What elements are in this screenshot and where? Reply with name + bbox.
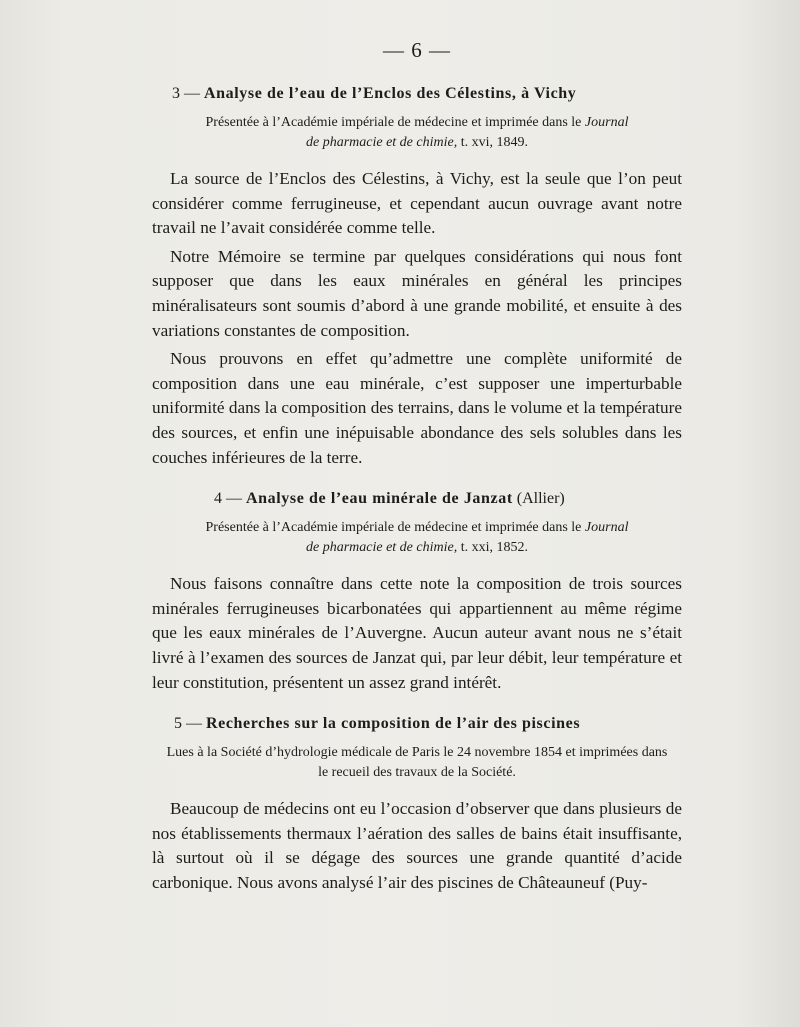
- section-presentation: [152, 113, 682, 153]
- presentation-reference: t. xvi, 1849.: [457, 135, 528, 150]
- page-content: [152, 38, 682, 915]
- paragraph: La source de l’Enclos des Célestins, à Vichy, est la seule que l’on peut considérer comme ferrugineuse, et cependant aucun ouvrage avant notre travail ne l’avait considérée comme telle.: [152, 169, 682, 238]
- section-title: Analyse de l’eau minérale de Janzat: [246, 490, 513, 508]
- presentation-text: Lues à la Société d’hydrologie médicale de Paris le 24 novembre 1854 et imprimées dans le recueil des travaux de la Société.: [166, 745, 668, 781]
- section-title: Recherches sur la composition de l’air des piscines: [206, 715, 581, 733]
- section-heading: [152, 715, 682, 733]
- section-number: 5 —: [174, 715, 202, 733]
- section-presentation: [152, 743, 682, 783]
- journal-title: Journal: [584, 115, 629, 130]
- section-number: 4 —: [214, 490, 242, 508]
- section-heading: [152, 85, 682, 103]
- paragraph: Nous prouvons en effet qu’admettre une complète uniformité de composition dans une eau minérale, c’est supposer une imperturbable uniformité dans la composition des terrains, dans le volume et la température des sources, et enfin une inépuisable abondance des sels solubles dans les couches inférieures de la terre.: [152, 349, 682, 467]
- section-4: [152, 490, 682, 695]
- presentation-text: Présentée à l’Académie impériale de médecine et imprimée dans le: [205, 520, 585, 536]
- section-title-region: (Allier): [516, 490, 565, 508]
- presentation-text: Présentée à l’Académie impériale de médecine et imprimée dans le: [205, 115, 585, 130]
- paragraph: Nous faisons connaître dans cette note la composition de trois sources minérales ferrugineuses bicarbonatées qui appartiennent au même régime que les eaux minérales de l’Auvergne. Aucun auteur avant nous ne s’était livré à l’examen des sources de Janzat qui, par leur débit, leur température et leur constitution, présentent un assez grand intérêt.: [152, 574, 682, 692]
- section-5: [152, 715, 682, 895]
- journal-title: Journal: [584, 520, 629, 536]
- page-number: — 6 —: [383, 38, 451, 62]
- journal-subtitle: de pharmacie et de chimie,: [305, 540, 458, 556]
- section-presentation: [152, 518, 682, 558]
- paragraph: Notre Mémoire se termine par quelques considérations qui nous font supposer que dans les eaux minérales en général les principes minéralisateurs sont soumis d’abord à une grande mobilité, et ensuite à des variations constantes de composition.: [152, 246, 682, 340]
- paragraph: Beaucoup de médecins ont eu l’occasion d’observer que dans plusieurs de nos établissements thermaux l’aération des salles de bains était insuffisante, là surtout où il se dégage des sources une grande quantité d’acide carbonique. Nous avons analysé l’air des piscines de Châteauneuf (Puy-: [152, 799, 682, 892]
- section-3: [152, 85, 682, 470]
- section-number: 3 —: [172, 85, 200, 102]
- journal-subtitle: de pharmacie et de chimie,: [305, 135, 458, 150]
- presentation-reference: t. xxi, 1852.: [457, 540, 528, 556]
- section-title: Analyse de l’eau de l’Enclos des Célestins, à Vichy: [204, 85, 577, 102]
- section-heading: [152, 490, 682, 508]
